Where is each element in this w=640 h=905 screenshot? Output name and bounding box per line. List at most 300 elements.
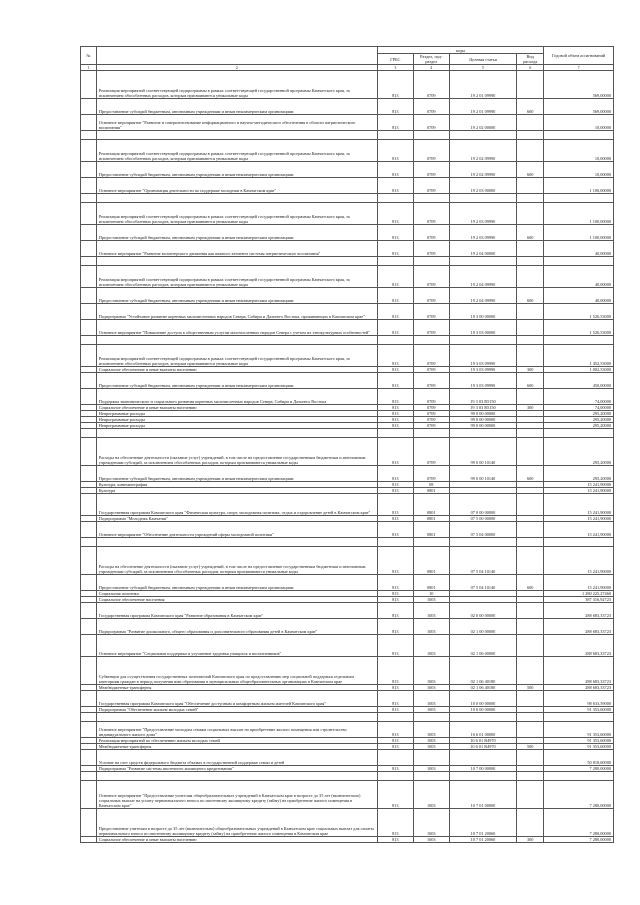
row-grbs-cell: 813 <box>377 781 413 809</box>
row-section-cell <box>413 131 449 140</box>
row-section-cell: 0801 <box>413 494 449 516</box>
row-name-cell: Реализация мероприятий соответствующей подпрограммы в рамках соответствующей государственной программы Камчатского края, за исключением обособленных расходов, которым присваиваются уникальные коды <box>96 140 377 162</box>
row-amount-cell: 7 280,00000 <box>544 809 614 837</box>
row-section-cell: 1003 <box>413 809 449 837</box>
row-section-cell: 0709 <box>413 345 449 367</box>
row-grbs-cell: 813 <box>377 438 413 466</box>
row-target-cell: 07 5 04 10140 <box>449 575 516 591</box>
table-row <box>81 691 614 707</box>
row-type-cell <box>517 547 544 575</box>
row-name-cell: Подпрограмма "Развитие системы ипотечного жилищного кредитования" <box>96 766 377 772</box>
row-type-cell: 600 <box>517 162 544 178</box>
row-amount-cell: 40,00000 <box>544 288 614 304</box>
row-num-cell <box>81 140 97 162</box>
table-row <box>81 178 614 194</box>
row-grbs-cell: 813 <box>377 707 413 713</box>
row-section-cell: 0709 <box>413 241 449 257</box>
table-row <box>81 657 614 685</box>
row-section-cell: 1003 <box>413 707 449 713</box>
row-name-cell: Основное мероприятие "Развитие и совершенствование информационного и научно-методического обеспечения в области патриотического воспитания" <box>96 115 377 131</box>
row-grbs-cell: 813 <box>377 288 413 304</box>
row-grbs-cell: 813 <box>377 691 413 707</box>
row-section-cell <box>413 713 449 722</box>
table-row <box>81 71 614 99</box>
row-num-cell <box>81 538 97 547</box>
row-section-cell: 0709 <box>413 466 449 482</box>
row-name-cell: Подпрограмма "Устойчивое развитие коренных малочисленных народов Севера, Сибири и Дальнего Востока, проживающих в Камчатском крае" <box>96 304 377 320</box>
row-num-cell <box>81 522 97 538</box>
row-amount-cell: 1 452,53000 <box>544 345 614 367</box>
row-num-cell <box>81 115 97 131</box>
row-amount-cell: 450,00000 <box>544 373 614 389</box>
row-section-cell <box>413 538 449 547</box>
row-name-cell: Социальная политика <box>96 591 377 597</box>
row-target-cell: 19 3 03 00000 <box>449 320 516 336</box>
row-section-cell: 0801 <box>413 522 449 538</box>
row-section-cell <box>413 194 449 203</box>
row-num-cell <box>81 320 97 336</box>
table-row <box>81 131 614 140</box>
row-target-cell: 19 2 03 00000 <box>449 178 516 194</box>
row-name-cell: Государственная программа Камчатского края "Развитие образования в Камчатском крае" <box>96 603 377 619</box>
codes-group-header: коды <box>377 47 543 54</box>
row-amount-cell: 1 002,53000 <box>544 367 614 373</box>
row-section-cell: 0709 <box>413 203 449 225</box>
row-grbs-cell <box>377 257 413 266</box>
row-name-cell: Социальное обеспечение и иные выплаты населению <box>96 405 377 411</box>
row-grbs-cell: 813 <box>377 575 413 591</box>
row-amount-cell: 288 683,33723 <box>544 603 614 619</box>
row-type-cell <box>517 603 544 619</box>
row-type-cell <box>517 345 544 367</box>
row-section-cell: 1003 <box>413 685 449 691</box>
table-row <box>81 538 614 547</box>
idx-1: 1 <box>81 65 97 71</box>
row-amount-cell: 98 633,59000 <box>544 691 614 707</box>
row-grbs-cell: 813 <box>377 809 413 837</box>
row-name-cell <box>96 713 377 722</box>
row-amount-cell: 91 353,60000 <box>544 738 614 744</box>
row-num-cell <box>81 178 97 194</box>
row-num-cell <box>81 619 97 635</box>
row-name-cell: Условие на счет средств федерального бюджета объемах в государственной поддержке семьи и детей <box>96 750 377 766</box>
row-grbs-cell: 813 <box>377 466 413 482</box>
row-name-cell: Подпрограмма "Обеспечение жильем молодых семей" <box>96 707 377 713</box>
row-target-cell: 19 2 02 09990 <box>449 140 516 162</box>
row-section-cell <box>413 772 449 781</box>
table-row <box>81 713 614 722</box>
row-num-cell <box>81 345 97 367</box>
row-target-cell: 19 2 04 09990 <box>449 266 516 288</box>
row-target-cell: 19 2 03 09990 <box>449 203 516 225</box>
table-row <box>81 619 614 635</box>
row-type-cell <box>517 538 544 547</box>
row-target-cell: 99 0 00 10140 <box>449 466 516 482</box>
col-grbs-header: ГРБС <box>377 54 413 65</box>
row-type-cell <box>517 266 544 288</box>
row-type-cell: 300 <box>517 837 544 843</box>
row-target-cell: 19 2 02 09990 <box>449 162 516 178</box>
row-amount-cell: 1 100,00000 <box>544 203 614 225</box>
row-grbs-cell: 813 <box>377 115 413 131</box>
row-target-cell: 07 0 00 00000 <box>449 494 516 516</box>
row-grbs-cell: 813 <box>377 345 413 367</box>
row-num-cell <box>81 772 97 781</box>
row-num-cell <box>81 131 97 140</box>
row-amount-cell: 288 683,33723 <box>544 619 614 635</box>
row-amount-cell <box>544 257 614 266</box>
table-row <box>81 115 614 131</box>
row-type-cell <box>517 115 544 131</box>
row-section-cell: 1003 <box>413 781 449 809</box>
row-grbs-cell: 813 <box>377 657 413 685</box>
row-grbs-cell: 813 <box>377 389 413 405</box>
row-amount-cell: 74,00000 <box>544 405 614 411</box>
row-amount-cell: 288 683,33723 <box>544 685 614 691</box>
row-target-cell: 10 6 01 R4970 <box>449 744 516 750</box>
row-grbs-cell: 813 <box>377 140 413 162</box>
row-type-cell <box>517 429 544 438</box>
row-section-cell: 0709 <box>413 423 449 429</box>
row-grbs-cell <box>377 772 413 781</box>
row-grbs-cell: 813 <box>377 488 413 494</box>
row-target-cell: 02 1 06 00000 <box>449 635 516 657</box>
row-name-cell: Предоставление субсидий бюджетным, автономным учреждениям и иным некоммерческим организациям <box>96 99 377 115</box>
table-row <box>81 522 614 538</box>
row-name-cell <box>96 194 377 203</box>
row-target-cell <box>449 336 516 345</box>
table-row <box>81 547 614 575</box>
col-num-header: № <box>81 47 97 65</box>
row-name-cell: Предоставление субсидий бюджетным, автономным учреждениям и иным некоммерческим организациям <box>96 466 377 482</box>
row-target-cell: 02 1 06 40180 <box>449 685 516 691</box>
row-type-cell <box>517 713 544 722</box>
row-grbs-cell <box>377 750 413 766</box>
row-type-cell: 600 <box>517 575 544 591</box>
row-name-cell: Межбюджетные трансферты <box>96 685 377 691</box>
col-section-header: Раздел, под-раздел <box>413 54 449 65</box>
row-target-cell: 19 3 03 R5150 <box>449 405 516 411</box>
row-name-cell: Предоставление субсидий бюджетным, автономным учреждениям и иным некоммерческим организациям <box>96 225 377 241</box>
row-amount-cell <box>544 429 614 438</box>
row-type-cell <box>517 772 544 781</box>
row-type-cell <box>517 438 544 466</box>
row-section-cell: 1003 <box>413 597 449 603</box>
row-section-cell: 0709 <box>413 140 449 162</box>
row-type-cell: 300 <box>517 405 544 411</box>
row-target-cell: 19 2 03 09990 <box>449 225 516 241</box>
table-row <box>81 389 614 405</box>
row-type-cell <box>517 257 544 266</box>
row-type-cell: 500 <box>517 685 544 691</box>
row-grbs-cell: 813 <box>377 266 413 288</box>
table-row <box>81 781 614 809</box>
row-amount-cell: 10,00000 <box>544 115 614 131</box>
row-grbs-cell: 813 <box>377 685 413 691</box>
row-name-cell <box>96 429 377 438</box>
row-num-cell <box>81 750 97 766</box>
table-row <box>81 429 614 438</box>
row-grbs-cell: 813 <box>377 591 413 597</box>
row-type-cell <box>517 203 544 225</box>
row-section-cell: 1003 <box>413 722 449 738</box>
row-target-cell <box>449 194 516 203</box>
row-num-cell <box>81 288 97 304</box>
row-type-cell <box>517 494 544 516</box>
table-row <box>81 99 614 115</box>
row-section-cell: 0709 <box>413 266 449 288</box>
row-name-cell: Непрограммные расходы <box>96 417 377 423</box>
row-type-cell <box>517 522 544 538</box>
row-target-cell <box>449 257 516 266</box>
row-type-cell <box>517 691 544 707</box>
row-target-cell: 19 3 00 00000 <box>449 304 516 320</box>
row-grbs-cell: 813 <box>377 417 413 423</box>
row-target-cell <box>449 772 516 781</box>
row-num-cell <box>81 257 97 266</box>
row-type-cell <box>517 336 544 345</box>
row-type-cell <box>517 619 544 635</box>
row-grbs-cell: 813 <box>377 837 413 843</box>
row-target-cell: 10 7 01 20060 <box>449 809 516 837</box>
row-num-cell <box>81 373 97 389</box>
row-section-cell: 0801 <box>413 547 449 575</box>
row-target-cell: 10 6 01 00000 <box>449 722 516 738</box>
table-row <box>81 241 614 257</box>
row-amount-cell <box>544 131 614 140</box>
row-target-cell: 99 0 00 00000 <box>449 423 516 429</box>
row-name-cell: Предоставление субсидий бюджетным, автономным учреждениям и иным некоммерческим организациям <box>96 373 377 389</box>
row-grbs-cell: 813 <box>377 516 413 522</box>
row-name-cell: Непрограммные расходы <box>96 423 377 429</box>
row-section-cell: 0709 <box>413 411 449 417</box>
row-grbs-cell: 813 <box>377 619 413 635</box>
row-num-cell <box>81 713 97 722</box>
row-grbs-cell: 813 <box>377 178 413 194</box>
table-row <box>81 304 614 320</box>
row-target-cell: 99 0 00 00000 <box>449 417 516 423</box>
row-grbs-cell: 813 <box>377 766 413 772</box>
row-num-cell <box>81 241 97 257</box>
row-name-cell: Межбюджетные трансферты <box>96 744 377 750</box>
row-name-cell: Непрограммные расходы <box>96 411 377 417</box>
row-type-cell: 600 <box>517 373 544 389</box>
row-num-cell <box>81 389 97 405</box>
row-name-cell: Реализация мероприятий по обеспечению жильем молодых семей <box>96 738 377 744</box>
row-name-cell: Основное мероприятие "Обеспечение деятельности учреждений сферы молодежной политики" <box>96 522 377 538</box>
row-name-cell: Культура <box>96 488 377 494</box>
row-num-cell <box>81 99 97 115</box>
row-amount-cell <box>544 194 614 203</box>
row-target-cell: 19 3 03 09990 <box>449 345 516 367</box>
row-section-cell: 08 <box>413 482 449 488</box>
row-type-cell <box>517 304 544 320</box>
row-num-cell <box>81 635 97 657</box>
row-grbs-cell: 813 <box>377 320 413 336</box>
row-section-cell: 0801 <box>413 516 449 522</box>
row-section-cell: 0709 <box>413 162 449 178</box>
row-grbs-cell: 813 <box>377 162 413 178</box>
row-amount-cell: 15 241,90000 <box>544 547 614 575</box>
table-row <box>81 336 614 345</box>
row-name-cell: Реализация мероприятий соответствующей подпрограммы в рамках соответствующей государственной программы Камчатского края, за исключением обособленных расходов, которым присваиваются уникальные коды <box>96 71 377 99</box>
row-amount-cell: 15 241,90000 <box>544 516 614 522</box>
row-amount-cell: 15 241,90000 <box>544 522 614 538</box>
table-row <box>81 575 614 591</box>
row-num-cell <box>81 657 97 685</box>
row-grbs-cell: 813 <box>377 482 413 488</box>
row-grbs-cell: 813 <box>377 722 413 738</box>
row-section-cell: 0709 <box>413 405 449 411</box>
row-target-cell: 10 6 01 R4970 <box>449 738 516 744</box>
table-row <box>81 494 614 516</box>
row-section-cell: 1003 <box>413 744 449 750</box>
row-type-cell <box>517 809 544 837</box>
row-section-cell: 0709 <box>413 225 449 241</box>
row-name-cell: Основное мероприятие "Развитие волонтерского движения как важного элемента системы патриотического воспитания" <box>96 241 377 257</box>
row-grbs-cell: 813 <box>377 494 413 516</box>
row-grbs-cell: 813 <box>377 597 413 603</box>
row-target-cell <box>449 538 516 547</box>
row-section-cell: 10 <box>413 591 449 597</box>
row-grbs-cell: 813 <box>377 423 413 429</box>
row-target-cell: 19 2 01 09990 <box>449 71 516 99</box>
row-target-cell: 10 6 00 00000 <box>449 707 516 713</box>
table-body <box>81 71 614 843</box>
row-section-cell: 0709 <box>413 178 449 194</box>
row-name-cell <box>96 257 377 266</box>
row-name-cell: Государственная программа Камчатского края "Физическая культура, спорт, молодежная политика, отдых и оздоровление детей в Камчатском крае" <box>96 494 377 516</box>
row-grbs-cell: 813 <box>377 635 413 657</box>
row-grbs-cell: 813 <box>377 241 413 257</box>
row-name-cell: Предоставление субсидий бюджетным, автономным учреждениям и иным некоммерческим организациям <box>96 162 377 178</box>
row-amount-cell <box>544 538 614 547</box>
row-target-cell: 19 2 02 00000 <box>449 115 516 131</box>
row-amount-cell <box>544 713 614 722</box>
row-amount-cell: 1 100,00000 <box>544 225 614 241</box>
row-amount-cell: 7 280,00000 <box>544 781 614 809</box>
row-grbs-cell <box>377 336 413 345</box>
row-section-cell <box>413 336 449 345</box>
row-grbs-cell <box>377 429 413 438</box>
table-row <box>81 809 614 837</box>
row-target-cell: 19 2 01 09990 <box>449 99 516 115</box>
row-name-cell <box>96 538 377 547</box>
row-amount-cell: 15 241,90000 <box>544 575 614 591</box>
row-grbs-cell: 813 <box>377 547 413 575</box>
row-section-cell <box>413 429 449 438</box>
row-type-cell <box>517 750 544 766</box>
row-type-cell: 600 <box>517 288 544 304</box>
row-amount-cell: 40,00000 <box>544 266 614 288</box>
table-row <box>81 345 614 367</box>
col-amount-header: Годовой объем ассигнований <box>544 47 614 65</box>
row-grbs-cell: 813 <box>377 373 413 389</box>
row-name-cell: Реализация мероприятий соответствующей подпрограммы в рамках соответствующей государственной программы Камчатского края, за исключением обособленных расходов, которым присваиваются уникальные коды <box>96 345 377 367</box>
row-type-cell <box>517 657 544 685</box>
row-type-cell: 500 <box>517 744 544 750</box>
row-grbs-cell: 813 <box>377 522 413 538</box>
row-name-cell: Поддержка экономического и социального развития коренных малочисленных народов Севера, Сибири и Дальнего Востока <box>96 389 377 405</box>
row-amount-cell: 295,20000 <box>544 411 614 417</box>
row-num-cell <box>81 575 97 591</box>
row-amount-cell: 295,20000 <box>544 438 614 466</box>
row-target-cell <box>449 131 516 140</box>
table-row <box>81 837 614 843</box>
row-target-cell: 19 3 03 R5150 <box>449 389 516 405</box>
table-row <box>81 266 614 288</box>
row-type-cell: 600 <box>517 99 544 115</box>
table-row <box>81 373 614 389</box>
row-type-cell <box>517 722 544 738</box>
row-section-cell: 0709 <box>413 417 449 423</box>
table-row <box>81 750 614 766</box>
row-section-cell: 1003 <box>413 691 449 707</box>
row-name-cell: Социальное обеспечение и иные выплаты населению <box>96 367 377 373</box>
row-name-cell: Подпрограмма "Развитие дошкольного, общего образования и дополнительного образования детей в Камчатском крае" <box>96 619 377 635</box>
row-amount-cell: 7 280,00000 <box>544 837 614 843</box>
row-section-cell: 1003 <box>413 738 449 744</box>
row-section-cell: 0709 <box>413 320 449 336</box>
row-amount-cell: 1 526,53000 <box>544 304 614 320</box>
row-num-cell <box>81 71 97 99</box>
row-grbs-cell: 813 <box>377 411 413 417</box>
row-name-cell: Основное мероприятие "Организация деятельности по поддержке молодежи в Камчатском крае" <box>96 178 377 194</box>
row-target-cell: 02 0 00 00000 <box>449 603 516 619</box>
row-target-cell: 99 0 00 00000 <box>449 411 516 417</box>
table-row <box>81 722 614 738</box>
row-num-cell <box>81 429 97 438</box>
row-type-cell <box>517 71 544 99</box>
row-num-cell <box>81 691 97 707</box>
row-name-cell: Предоставление учителям в возрасте до 35 лет (включительно) общеобразовательных учреждений в Камчатском крае социальных выплат для оплаты первоначального взноса по ипотечному жилищному кредиту (займу) на приобретение жилого помещения в Камчатском крае <box>96 809 377 837</box>
row-type-cell <box>517 320 544 336</box>
row-target-cell <box>449 750 516 766</box>
col-name-header <box>96 47 377 65</box>
row-section-cell: 1003 <box>413 657 449 685</box>
row-num-cell <box>81 494 97 516</box>
row-name-cell: Культура, кинематография <box>96 482 377 488</box>
row-amount-cell: 10,00000 <box>544 162 614 178</box>
idx-4: 4 <box>413 65 449 71</box>
row-section-cell: 0801 <box>413 575 449 591</box>
table-row <box>81 772 614 781</box>
row-amount-cell: 295,20000 <box>544 417 614 423</box>
row-grbs-cell: 813 <box>377 304 413 320</box>
row-target-cell: 10 7 00 00000 <box>449 766 516 772</box>
row-type-cell <box>517 131 544 140</box>
table-row <box>81 635 614 657</box>
row-section-cell: 1003 <box>413 619 449 635</box>
row-amount-cell: 91 353,60000 <box>544 707 614 713</box>
row-type-cell <box>517 781 544 809</box>
row-num-cell <box>81 162 97 178</box>
row-grbs-cell: 813 <box>377 367 413 373</box>
row-section-cell <box>413 750 449 766</box>
row-section-cell: 0709 <box>413 71 449 99</box>
row-num-cell <box>81 266 97 288</box>
row-amount-cell: 50 818,60000 <box>544 750 614 766</box>
row-num-cell <box>81 837 97 843</box>
idx-5: 5 <box>449 65 516 71</box>
row-grbs-cell <box>377 131 413 140</box>
table-row <box>81 140 614 162</box>
row-section-cell: 0709 <box>413 99 449 115</box>
row-type-cell: 600 <box>517 466 544 482</box>
row-target-cell: 07 5 04 10140 <box>449 547 516 575</box>
row-name-cell: Социальное обеспечение и иные выплаты населению <box>96 837 377 843</box>
row-name-cell <box>96 772 377 781</box>
